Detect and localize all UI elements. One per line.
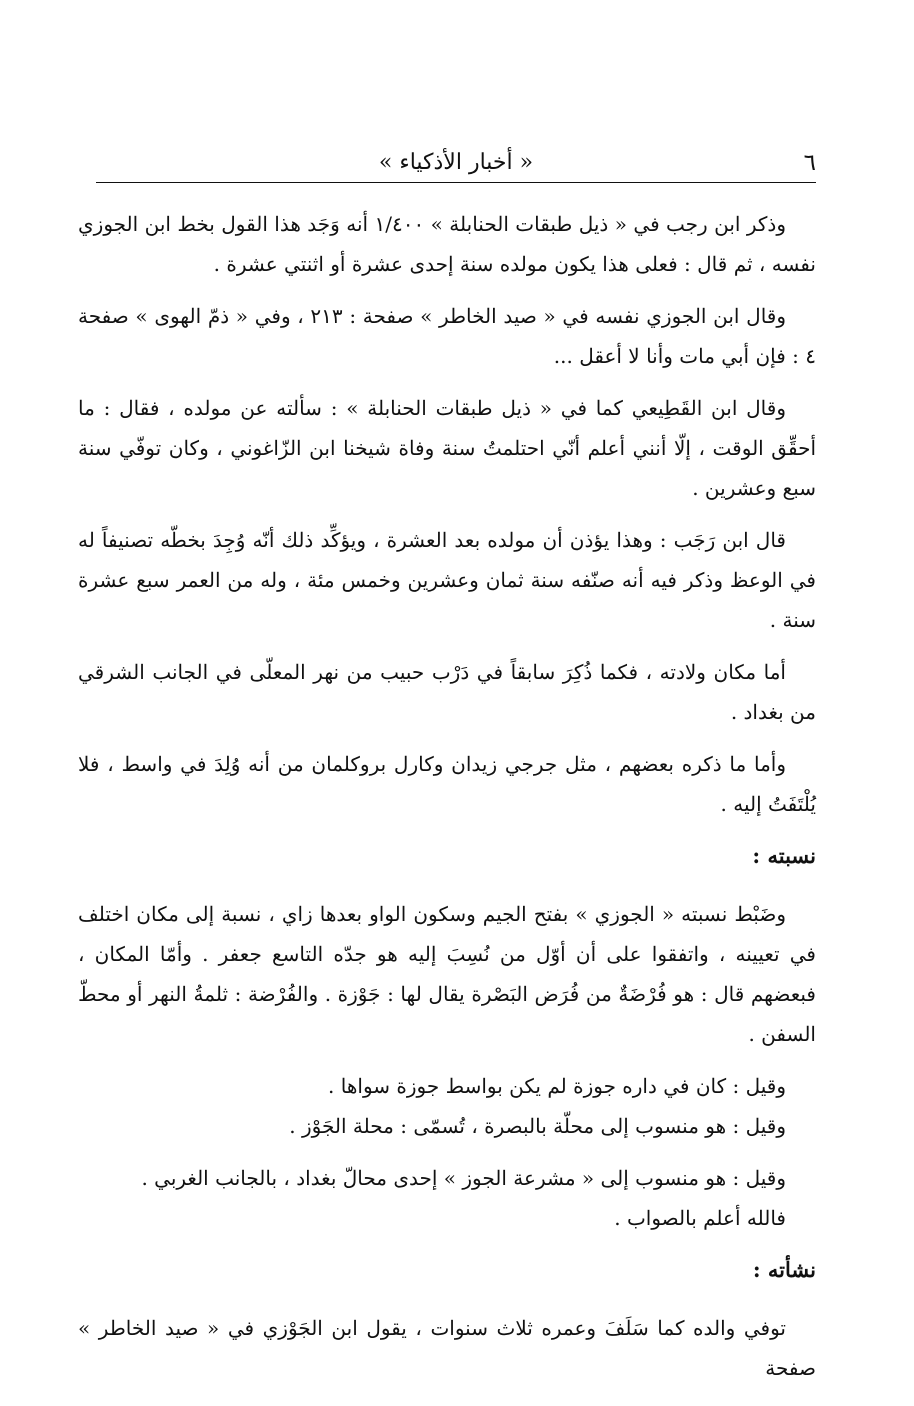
body-text [78, 204, 816, 1400]
running-title: « أخبار الأذكياء » [378, 150, 534, 175]
page-header [96, 146, 816, 180]
paragraph-wasit-claim: وأما ما ذكره بعضهم ، مثل جرجي زيدان وكارل بروكلمان من أنه وُلِدَ في واسط ، فلا يُلْتَفَتُ إليه . [78, 752, 816, 816]
paragraph-nasab: وضَبْط نسبته « الجوزي » بفتح الجيم وسكون الواو بعدها زاي ، نسبة إلى مكان اختلف في تعيينه ، واتفقوا على أن أوّل من نُسِبَ إليه هو جدّه التاسع جعفر . وأمّا المكان ، فبعضهم قال : هو فُرْضَةٌ من فُرَض البَصْرة يقال لها : جَوْزة . والفُرْضة : ثلمةُ النهر أو محطّ السفن . [78, 902, 816, 1046]
paragraph-sayd-al-khatir: وقال ابن الجوزي نفسه في « صيد الخاطر » صفحة : ٢١٣ ، وفي « ذمّ الهوى » صفحة ٤ : فإن أبي مات وأنا لا أعقل ... [78, 304, 816, 368]
paragraph-birthplace: أما مكان ولادته ، فكما ذُكِرَ سابقاً في دَرْب حبيب من نهر المعلّى في الجانب الشرقي من بغداد . [78, 660, 816, 724]
heading-nashaa: نشأته : [752, 1257, 816, 1282]
paragraph-ibn-rajab-comment: قال ابن رَجَب : وهذا يؤذن أن مولده بعد العشرة ، ويؤكِّد ذلك أنّه وُجِدَ بخطّه تصنيفاً له في الوعظ وذكر فيه أنه صنّفه سنة ثمان وعشرين وخمس مئة ، وله من العمر سبع عشرة سنة . [78, 528, 816, 632]
line-qila-3: وقيل : هو منسوب إلى « مشرعة الجوز » إحدى محالّ بغداد ، بالجانب الغربي . [141, 1166, 786, 1190]
header-rule [96, 182, 816, 183]
page-number: ٦ [803, 150, 816, 176]
paragraph-ibn-rajab: وذكر ابن رجب في « ذيل طبقات الحنابلة » ١/٤٠٠ أنه وَجَد هذا القول بخط ابن الجوزي نفسه ، ثم قال : فعلى هذا يكون مولده سنة إحدى عشرة أو اثنتي عشرة . [78, 212, 816, 276]
line-allahu-alam: فالله أعلم بالصواب . [614, 1206, 786, 1230]
line-qila-1: وقيل : كان في داره جوزة لم يكن بواسط جوزة سواها . [328, 1074, 786, 1098]
heading-nasab: نسبته : [752, 843, 816, 868]
line-qila-2: وقيل : هو منسوب إلى محلّة بالبصرة ، تُسمّى : محلة الجَوْز . [289, 1114, 786, 1138]
paragraph-ibn-al-qatii: وقال ابن القَطِيعي كما في « ذيل طبقات الحنابلة » : سألته عن مولده ، فقال : ما أحقِّق الوقت ، إلّا أنني أعلم أنّي احتلمتُ سنة وفاة شيخنا ابن الزّاغوني ، وكان توفّي سنة سبع وعشرين . [78, 396, 816, 500]
paragraph-nashaa: توفي والده كما سَلَفَ وعمره ثلاث سنوات ، يقول ابن الجَوْزي في « صيد الخاطر » صفحة [78, 1316, 816, 1380]
